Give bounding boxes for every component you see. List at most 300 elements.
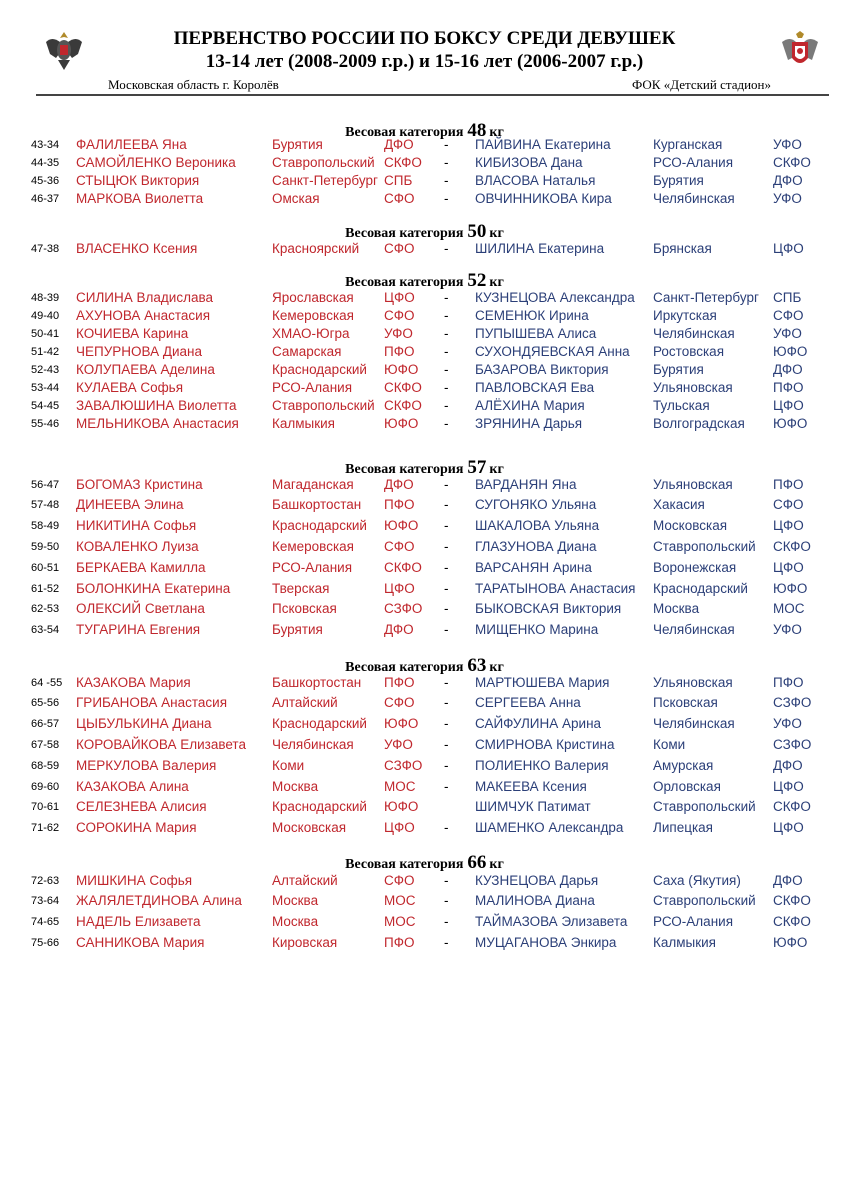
blue-corner-district: УФО — [773, 716, 802, 731]
red-corner-name: НАДЕЛЬ Елизавета — [76, 914, 201, 929]
blue-corner-name: КУЗНЕЦОВА Александра — [475, 290, 635, 305]
bout-separator: - — [444, 344, 449, 359]
red-corner-region: ХМАО-Югра — [272, 326, 350, 341]
bout-row — [0, 695, 849, 713]
blue-corner-name: ПАВЛОВСКАЯ Ева — [475, 380, 595, 395]
blue-corner-district: ДФО — [773, 362, 803, 377]
blue-corner-region: Тульская — [653, 398, 710, 413]
bout-separator: - — [444, 935, 449, 950]
red-corner-district: ЮФО — [384, 362, 419, 377]
blue-corner-name: ПОЛИЕНКО Валерия — [475, 758, 609, 773]
blue-corner-district: ДФО — [773, 758, 803, 773]
red-corner-region: Магаданская — [272, 477, 354, 492]
blue-corner-region: Бурятия — [653, 173, 704, 188]
blue-corner-district: ЦФО — [773, 518, 804, 533]
bout-number: 56-47 — [31, 479, 60, 491]
blue-corner-district: СКФО — [773, 799, 811, 814]
bout-separator: - — [444, 675, 449, 690]
red-corner-region: Кировская — [272, 935, 338, 950]
blue-corner-name: СЕМЕНЮК Ирина — [475, 308, 589, 323]
blue-corner-name: ГЛАЗУНОВА Диана — [475, 539, 597, 554]
blue-corner-name: БАЗАРОВА Виктория — [475, 362, 609, 377]
red-corner-region: Москва — [272, 914, 319, 929]
category-weight: 66 — [467, 852, 487, 873]
red-corner-district: СФО — [384, 873, 415, 888]
bout-row — [0, 581, 849, 599]
blue-corner-name: ПАЙВИНА Екатерина — [475, 137, 611, 152]
weight-category-heading — [0, 270, 849, 292]
category-weight: 48 — [467, 120, 487, 141]
red-corner-name: КОЧИЕВА Карина — [76, 326, 189, 341]
red-corner-region: Кемеровская — [272, 308, 354, 323]
red-corner-district: МОС — [384, 893, 416, 908]
bout-number: 74-65 — [31, 916, 60, 928]
blue-corner-district: ДФО — [773, 173, 803, 188]
red-corner-district: ЦФО — [384, 290, 415, 305]
blue-corner-region: Брянская — [653, 241, 712, 256]
blue-corner-region: Челябинская — [653, 326, 735, 341]
red-corner-region: Бурятия — [272, 137, 323, 152]
bout-row — [0, 290, 849, 308]
bout-separator: - — [444, 581, 449, 596]
blue-corner-name: МАЛИНОВА Диана — [475, 893, 595, 908]
blue-corner-name: БЫКОВСКАЯ Виктория — [475, 601, 622, 616]
red-corner-name: КОЛУПАЕВА Аделина — [76, 362, 215, 377]
bout-separator: - — [444, 191, 449, 206]
red-corner-name: САМОЙЛЕНКО Вероника — [76, 155, 236, 170]
red-corner-name: ОЛЕКСИЙ Светлана — [76, 601, 205, 616]
red-corner-name: ЦЫБУЛЬКИНА Диана — [76, 716, 212, 731]
blue-corner-name: ВАРСАНЯН Арина — [475, 560, 592, 575]
red-corner-region: Ярославская — [272, 290, 354, 305]
red-corner-name: КОВАЛЕНКО Луиза — [76, 539, 199, 554]
blue-corner-region: Псковская — [653, 695, 718, 710]
bout-separator: - — [444, 477, 449, 492]
bout-number: 49-40 — [31, 310, 60, 322]
bout-number: 43-34 — [31, 139, 60, 151]
blue-corner-name: МАКЕЕВА Ксения — [475, 779, 587, 794]
red-corner-region: Москва — [272, 893, 319, 908]
blue-corner-name: КИБИЗОВА Дана — [475, 155, 583, 170]
blue-corner-district: СПБ — [773, 290, 802, 305]
document-header — [0, 0, 849, 100]
bout-number: 50-41 — [31, 328, 60, 340]
red-corner-district: СФО — [384, 308, 415, 323]
bout-row — [0, 477, 849, 495]
red-corner-name: ФАЛИЛЕЕВА Яна — [76, 137, 187, 152]
bout-separator: - — [444, 290, 449, 305]
bout-row — [0, 416, 849, 434]
blue-corner-district: СКФО — [773, 155, 811, 170]
bout-row — [0, 737, 849, 755]
red-corner-name: ВЛАСЕНКО Ксения — [76, 241, 198, 256]
document-subtitle: 13-14 лет (2008-2009 г.р.) и 15-16 лет (2006-2007 г.р.) — [205, 51, 644, 72]
red-corner-district: СФО — [384, 539, 415, 554]
bout-row — [0, 873, 849, 891]
red-corner-region: Самарская — [272, 344, 342, 359]
bout-row — [0, 241, 849, 259]
red-corner-district: СПБ — [384, 173, 413, 188]
bout-number: 69-60 — [31, 781, 60, 793]
blue-corner-district: ЮФО — [773, 344, 808, 359]
bout-number: 64 -55 — [31, 677, 63, 689]
red-corner-name: КАЗАКОВА Мария — [76, 675, 191, 690]
bout-row — [0, 518, 849, 536]
blue-corner-name: ОВЧИННИКОВА Кира — [475, 191, 612, 206]
red-corner-name: ГРИБАНОВА Анастасия — [76, 695, 228, 710]
category-unit: кг — [489, 125, 504, 140]
blue-corner-district: СКФО — [773, 914, 811, 929]
red-corner-district: СКФО — [384, 560, 422, 575]
blue-corner-region: Краснодарский — [653, 581, 748, 596]
red-corner-district: ЦФО — [384, 581, 415, 596]
bout-number: 58-49 — [31, 520, 60, 532]
blue-corner-region: Челябинская — [653, 716, 735, 731]
bout-number: 60-51 — [31, 562, 60, 574]
bout-row — [0, 380, 849, 398]
blue-corner-region: Бурятия — [653, 362, 704, 377]
red-corner-region: Тверская — [272, 581, 330, 596]
bout-number: 57-48 — [31, 499, 60, 511]
bout-separator: - — [444, 518, 449, 533]
blue-corner-district: СКФО — [773, 893, 811, 908]
category-label: Весовая категория — [345, 462, 464, 477]
category-label: Весовая категория — [345, 660, 464, 675]
red-corner-district: ПФО — [384, 497, 415, 512]
bout-row — [0, 173, 849, 191]
red-corner-district: ПФО — [384, 344, 415, 359]
blue-corner-district: ЦФО — [773, 560, 804, 575]
red-corner-district: СЗФО — [384, 601, 423, 616]
blue-corner-district: ЮФО — [773, 416, 808, 431]
bout-number: 45-36 — [31, 175, 60, 187]
bout-number: 68-59 — [31, 760, 60, 772]
bout-row — [0, 779, 849, 797]
blue-corner-region: Ростовская — [653, 344, 725, 359]
blue-corner-district: СКФО — [773, 539, 811, 554]
blue-corner-region: Амурская — [653, 758, 714, 773]
bout-number: 70-61 — [31, 801, 60, 813]
bout-number: 62-53 — [31, 603, 60, 615]
bout-number: 67-58 — [31, 739, 60, 751]
red-corner-district: ПФО — [384, 675, 415, 690]
category-weight: 50 — [467, 221, 487, 242]
bout-separator: - — [444, 308, 449, 323]
red-corner-district: СФО — [384, 191, 415, 206]
weight-category-heading — [0, 457, 849, 479]
category-unit: кг — [489, 275, 504, 290]
red-corner-name: СТЫЦЮК Виктория — [76, 173, 200, 188]
bout-row — [0, 497, 849, 515]
bout-separator: - — [444, 398, 449, 413]
location-text: Московская область г. Королёв — [108, 77, 279, 92]
bout-separator: - — [444, 779, 449, 794]
blue-corner-district: УФО — [773, 191, 802, 206]
red-corner-name: СЕЛЕЗНЕВА Алисия — [76, 799, 207, 814]
blue-corner-district: СЗФО — [773, 737, 812, 752]
bout-row — [0, 326, 849, 344]
bout-row — [0, 758, 849, 776]
bout-row — [0, 344, 849, 362]
bout-row — [0, 191, 849, 209]
blue-corner-district: СФО — [773, 497, 804, 512]
bout-number: 54-45 — [31, 400, 60, 412]
blue-corner-name: АЛЁХИНА Мария — [475, 398, 585, 413]
blue-corner-region: Москва — [653, 601, 700, 616]
bout-separator: - — [444, 560, 449, 575]
blue-corner-name: СУХОНДЯЕВСКАЯ Анна — [475, 344, 630, 359]
blue-corner-region: Ульяновская — [653, 477, 733, 492]
blue-corner-region: РСО-Алания — [653, 914, 733, 929]
weight-category-heading — [0, 221, 849, 243]
blue-corner-region: Ставропольский — [653, 893, 756, 908]
blue-corner-region: Коми — [653, 737, 686, 752]
red-corner-name: САННИКОВА Мария — [76, 935, 205, 950]
blue-corner-district: ПФО — [773, 477, 804, 492]
red-corner-name: БЕРКАЕВА Камилла — [76, 560, 206, 575]
red-corner-name: МИШКИНА Софья — [76, 873, 193, 888]
bout-separator: - — [444, 893, 449, 908]
red-corner-district: МОС — [384, 779, 416, 794]
blue-corner-region: Липецкая — [653, 820, 713, 835]
header-divider — [36, 94, 829, 96]
red-corner-name: ЖАЛЯЛЕТДИНОВА Алина — [76, 893, 242, 908]
red-corner-district: СКФО — [384, 155, 422, 170]
blue-corner-name: ТАЙМАЗОВА Элизавета — [475, 914, 628, 929]
bout-row — [0, 155, 849, 173]
red-corner-name: МАРКОВА Виолетта — [76, 191, 204, 206]
category-label: Весовая категория — [345, 275, 464, 290]
red-corner-region: Калмыкия — [272, 416, 335, 431]
blue-corner-name: ПУПЫШЕВА Алиса — [475, 326, 597, 341]
blue-corner-region: Калмыкия — [653, 935, 716, 950]
venue-text: ФОК «Детский стадион» — [631, 77, 771, 92]
bout-row — [0, 675, 849, 693]
bout-number: 48-39 — [31, 292, 60, 304]
red-corner-district: СЗФО — [384, 758, 423, 773]
bout-separator: - — [444, 155, 449, 170]
category-unit: кг — [489, 857, 504, 872]
blue-corner-name: ШАКАЛОВА Ульяна — [475, 518, 600, 533]
red-corner-district: ДФО — [384, 137, 414, 152]
blue-corner-region: РСО-Алания — [653, 155, 733, 170]
bout-number: 46-37 — [31, 193, 60, 205]
red-corner-district: ЮФО — [384, 416, 419, 431]
blue-corner-name: СМИРНОВА Кристина — [475, 737, 615, 752]
blue-corner-region: Воронежская — [653, 560, 737, 575]
bout-number: 53-44 — [31, 382, 60, 394]
bout-number: 73-64 — [31, 895, 60, 907]
weight-category-heading — [0, 852, 849, 874]
bout-separator: - — [444, 497, 449, 512]
red-corner-name: МЕРКУЛОВА Валерия — [76, 758, 217, 773]
blue-corner-region: Санкт-Петербург — [653, 290, 759, 305]
blue-corner-district: ПФО — [773, 380, 804, 395]
red-corner-district: ДФО — [384, 477, 414, 492]
bout-number: 66-57 — [31, 718, 60, 730]
bout-number: 47-38 — [31, 243, 60, 255]
blue-corner-district: ПФО — [773, 675, 804, 690]
bout-separator: - — [444, 758, 449, 773]
red-corner-region: Омская — [272, 191, 320, 206]
blue-corner-name: МАРТЮШЕВА Мария — [475, 675, 610, 690]
bout-row — [0, 893, 849, 911]
red-corner-region: Красноярский — [272, 241, 360, 256]
red-corner-name: ТУГАРИНА Евгения — [76, 622, 201, 637]
bout-row — [0, 560, 849, 578]
red-corner-name: БОЛОНКИНА Екатерина — [76, 581, 231, 596]
blue-corner-district: ЦФО — [773, 779, 804, 794]
bout-row — [0, 914, 849, 932]
red-corner-region: Краснодарский — [272, 799, 367, 814]
red-corner-region: РСО-Алания — [272, 560, 352, 575]
blue-corner-name: МИЩЕНКО Марина — [475, 622, 599, 637]
blue-corner-region: Хакасия — [653, 497, 705, 512]
red-corner-region: Алтайский — [272, 873, 338, 888]
red-corner-name: КОРОВАЙКОВА Елизавета — [76, 737, 246, 752]
bout-row — [0, 935, 849, 953]
blue-corner-region: Ульяновская — [653, 675, 733, 690]
bout-number: 65-56 — [31, 697, 60, 709]
red-corner-district: ЮФО — [384, 518, 419, 533]
bout-separator: - — [444, 914, 449, 929]
red-corner-name: НИКИТИНА Софья — [76, 518, 197, 533]
red-corner-district: СКФО — [384, 398, 422, 413]
red-corner-region: Ставропольский — [272, 398, 375, 413]
bout-separator: - — [444, 716, 449, 731]
category-label: Весовая категория — [345, 857, 464, 872]
red-corner-district: ЮФО — [384, 799, 419, 814]
weight-category-heading — [0, 655, 849, 677]
bout-row — [0, 308, 849, 326]
blue-corner-district: ЦФО — [773, 241, 804, 256]
bout-row — [0, 622, 849, 640]
bout-separator: - — [444, 737, 449, 752]
red-corner-name: СОРОКИНА Мария — [76, 820, 197, 835]
bout-row — [0, 716, 849, 734]
bout-number: 71-62 — [31, 822, 60, 834]
blue-corner-name: ЗРЯНИНА Дарья — [475, 416, 583, 431]
bout-separator: - — [444, 539, 449, 554]
blue-corner-district: СЗФО — [773, 695, 812, 710]
blue-corner-name: ШИМЧУК Патимат — [475, 799, 591, 814]
red-corner-name: ЗАВАЛЮШИНА Виолетта — [76, 398, 237, 413]
category-label: Весовая категория — [345, 125, 464, 140]
red-corner-district: СФО — [384, 241, 415, 256]
red-corner-region: Кемеровская — [272, 539, 354, 554]
bout-separator: - — [444, 241, 449, 256]
red-corner-region: Башкортостан — [272, 497, 362, 512]
red-corner-region: Московская — [272, 820, 347, 835]
red-corner-name: ЧЕПУРНОВА Диана — [76, 344, 203, 359]
red-corner-region: Псковская — [272, 601, 337, 616]
blue-corner-district: ЮФО — [773, 581, 808, 596]
blue-corner-name: ВАРДАНЯН Яна — [475, 477, 577, 492]
bout-row — [0, 799, 849, 817]
bout-separator: - — [444, 380, 449, 395]
category-weight: 52 — [467, 270, 487, 291]
blue-corner-region: Челябинская — [653, 191, 735, 206]
bout-number: 61-52 — [31, 583, 60, 595]
red-corner-district: ЮФО — [384, 716, 419, 731]
red-corner-region: Башкортостан — [272, 675, 362, 690]
category-weight: 57 — [467, 457, 487, 478]
red-corner-region: Санкт-Петербург — [272, 173, 378, 188]
blue-corner-region: Орловская — [653, 779, 721, 794]
blue-corner-district: УФО — [773, 622, 802, 637]
red-corner-region: Ставропольский — [272, 155, 375, 170]
blue-corner-region: Волгоградская — [653, 416, 745, 431]
blue-corner-district: ДФО — [773, 873, 803, 888]
blue-corner-region: Саха (Якутия) — [653, 873, 741, 888]
bout-separator: - — [444, 695, 449, 710]
bout-separator: - — [444, 137, 449, 152]
bout-row — [0, 601, 849, 619]
blue-corner-region: Ставропольский — [653, 539, 756, 554]
red-corner-district: СКФО — [384, 380, 422, 395]
blue-corner-name: ТАРАТЫНОВА Анастасия — [475, 581, 636, 596]
red-corner-name: ДИНЕЕВА Элина — [76, 497, 184, 512]
blue-corner-district: СФО — [773, 308, 804, 323]
blue-corner-name: СЕРГЕЕВА Анна — [475, 695, 581, 710]
bout-number: 72-63 — [31, 875, 60, 887]
blue-corner-region: Иркутская — [653, 308, 717, 323]
red-corner-district: СФО — [384, 695, 415, 710]
red-corner-district: ЦФО — [384, 820, 415, 835]
red-corner-region: Алтайский — [272, 695, 338, 710]
red-corner-district: МОС — [384, 914, 416, 929]
bout-row — [0, 539, 849, 557]
red-corner-name: КУЛАЕВА Софья — [76, 380, 184, 395]
document-title: ПЕРВЕНСТВО РОССИИ ПО БОКСУ СРЕДИ ДЕВУШЕК — [173, 28, 676, 49]
bout-number: 51-42 — [31, 346, 60, 358]
blue-corner-name: САЙФУЛИНА Арина — [475, 716, 602, 731]
blue-corner-district: УФО — [773, 137, 802, 152]
red-corner-name: СИЛИНА Владислава — [76, 290, 213, 305]
red-corner-region: Бурятия — [272, 622, 323, 637]
red-corner-region: Челябинская — [272, 737, 354, 752]
bout-number: 55-46 — [31, 418, 60, 430]
red-corner-district: УФО — [384, 737, 413, 752]
red-corner-region: Коми — [272, 758, 305, 773]
blue-corner-region: Московская — [653, 518, 728, 533]
bout-number: 59-50 — [31, 541, 60, 553]
bout-number: 75-66 — [31, 937, 60, 949]
red-corner-name: КАЗАКОВА Алина — [76, 779, 189, 794]
bout-row — [0, 362, 849, 380]
bout-number: 52-43 — [31, 364, 60, 376]
red-corner-district: УФО — [384, 326, 413, 341]
bout-separator: - — [444, 873, 449, 888]
blue-corner-district: ЮФО — [773, 935, 808, 950]
blue-corner-name: ШИЛИНА Екатерина — [475, 241, 605, 256]
blue-corner-name: КУЗНЕЦОВА Дарья — [475, 873, 599, 888]
blue-corner-name: СУГОНЯКО Ульяна — [475, 497, 597, 512]
category-unit: кг — [489, 660, 504, 675]
red-corner-region: Краснодарский — [272, 362, 367, 377]
blue-corner-name: ВЛАСОВА Наталья — [475, 173, 596, 188]
bout-separator: - — [444, 362, 449, 377]
bout-separator: - — [444, 326, 449, 341]
blue-corner-district: УФО — [773, 326, 802, 341]
bout-row — [0, 137, 849, 155]
bout-row — [0, 820, 849, 838]
category-weight: 63 — [467, 655, 487, 676]
category-unit: кг — [489, 226, 504, 241]
bout-separator: - — [444, 601, 449, 616]
blue-corner-region: Курганская — [653, 137, 723, 152]
category-label: Весовая категория — [345, 226, 464, 241]
